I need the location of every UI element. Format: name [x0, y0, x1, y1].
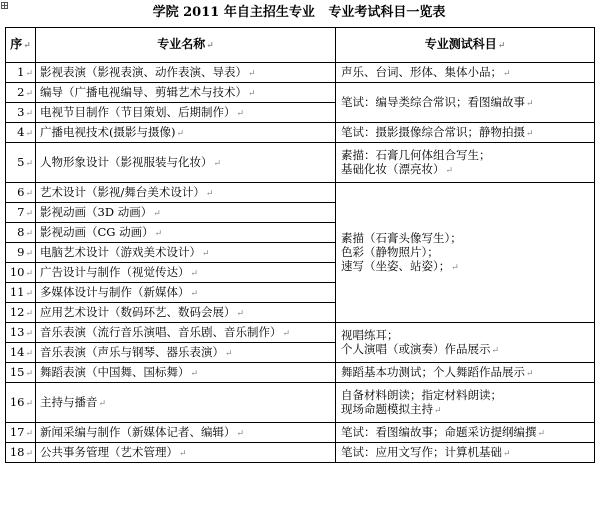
- exam-subjects: 素描（石膏头像写生）； 色彩（静物照片）； 速写（坐姿、站姿）；↵: [336, 183, 595, 323]
- row-number: 6↵: [6, 183, 36, 203]
- row-number: 13↵: [6, 323, 36, 343]
- table-row: [6, 323, 595, 343]
- table-row: [6, 123, 595, 143]
- major-name: 影视动画（3D 动画）↵: [36, 203, 336, 223]
- row-number: 8↵: [6, 223, 36, 243]
- major-name: 多媒体设计与制作（新媒体）↵: [36, 283, 336, 303]
- exam-subjects: 笔试：应用文写作；计算机基础↵: [336, 443, 595, 463]
- row-number: 11↵: [6, 283, 36, 303]
- exam-subjects: 声乐、台词、形体、集体小品；↵: [336, 63, 595, 83]
- table-row: [6, 63, 595, 83]
- major-name: 音乐表演（声乐与钢琴、器乐表演）↵: [36, 343, 336, 363]
- row-number: 5↵: [6, 143, 36, 183]
- table-row: [6, 383, 595, 423]
- major-name: 影视表演（影视表演、动作表演、导表）↵: [36, 63, 336, 83]
- exam-subjects: 笔试：看图编故事；命题采访提纲编撰↵: [336, 423, 595, 443]
- row-number: 4↵: [6, 123, 36, 143]
- row-number: 18↵: [6, 443, 36, 463]
- major-name: 舞蹈表演（中国舞、国标舞）↵: [36, 363, 336, 383]
- major-name: 新闻采编与制作（新媒体记者、编辑）↵: [36, 423, 336, 443]
- row-number: 12↵: [6, 303, 36, 323]
- major-name: 电脑艺术设计（游戏美术设计）↵: [36, 243, 336, 263]
- major-name: 电视节目制作（节目策划、后期制作）↵: [36, 103, 336, 123]
- table-row: [6, 423, 595, 443]
- page-title: 学院 2011 年自主招生专业 专业考试科目一览表: [152, 5, 446, 20]
- major-name: 广告设计与制作（视觉传达）↵: [36, 263, 336, 283]
- table-row: [6, 143, 595, 183]
- table-row: [6, 83, 595, 103]
- exam-table: [5, 27, 595, 463]
- exam-subjects: 笔试：摄影摄像综合常识；静物拍摄↵: [336, 123, 595, 143]
- row-number: 1↵: [6, 63, 36, 83]
- row-number: 17↵: [6, 423, 36, 443]
- table-row: [6, 363, 595, 383]
- exam-subjects: 笔试：编导类综合常识；看图编故事↵: [336, 83, 595, 123]
- row-number: 15↵: [6, 363, 36, 383]
- major-name: 音乐表演（流行音乐演唱、音乐剧、音乐制作）↵: [36, 323, 336, 343]
- row-number: 2↵: [6, 83, 36, 103]
- table-header-row: [6, 28, 595, 63]
- header-major: 专业名称↵: [36, 28, 336, 63]
- major-name: 公共事务管理（艺术管理）↵: [36, 443, 336, 463]
- header-exam: 专业测试科目↵: [336, 28, 595, 63]
- row-number: 16↵: [6, 383, 36, 423]
- major-name: 主持与播音↵: [36, 383, 336, 423]
- major-name: 应用艺术设计（数码环艺、数码会展）↵: [36, 303, 336, 323]
- major-name: 人物形象设计（影视服装与化妆）↵: [36, 143, 336, 183]
- header-seq: 序↵: [6, 28, 36, 63]
- exam-subjects: 舞蹈基本功测试；个人舞蹈作品展示↵: [336, 363, 595, 383]
- row-number: 3↵: [6, 103, 36, 123]
- table-row: [6, 183, 595, 203]
- exam-subjects: 视唱练耳； 个人演唱（或演奏）作品展示↵: [336, 323, 595, 363]
- major-name: 广播电视技术(摄影与摄像)↵: [36, 123, 336, 143]
- row-number: 7↵: [6, 203, 36, 223]
- table-row: [6, 443, 595, 463]
- row-number: 9↵: [6, 243, 36, 263]
- exam-subjects: 素描：石膏几何体组合写生； 基础化妆（漂亮妆）↵: [336, 143, 595, 183]
- major-name: 艺术设计（影视/舞台美术设计）↵: [36, 183, 336, 203]
- exam-subjects: 自备材料朗读；指定材料朗读； 现场命题模拟主持↵: [336, 383, 595, 423]
- row-number: 10↵: [6, 263, 36, 283]
- major-name: 影视动画（CG 动画）↵: [36, 223, 336, 243]
- major-name: 编导（广播电视编导、剪辑艺术与技术）↵: [36, 83, 336, 103]
- row-number: 14↵: [6, 343, 36, 363]
